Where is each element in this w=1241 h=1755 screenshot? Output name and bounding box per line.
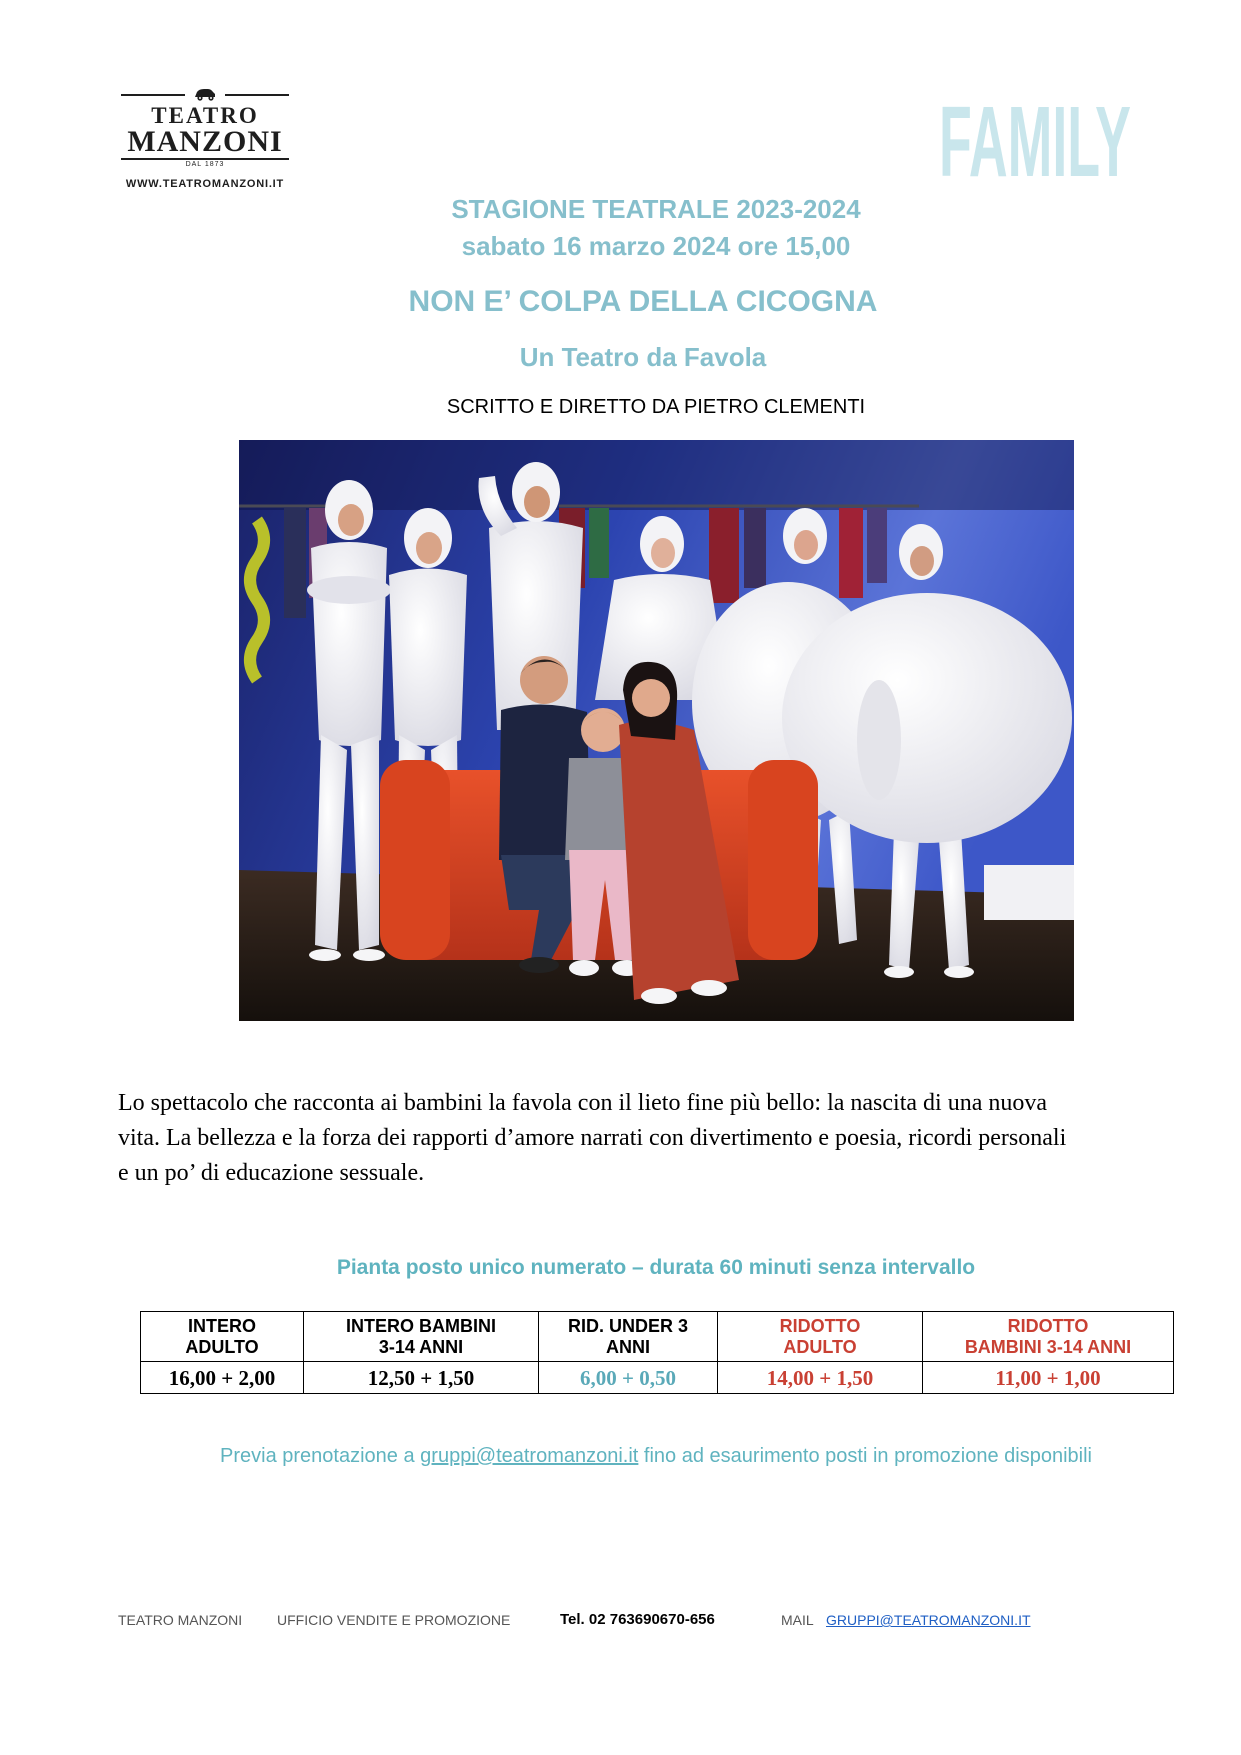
header-label-line: 3-14 ANNI	[378, 1336, 464, 1357]
logo-website: WWW.TEATROMANZONI.IT	[125, 178, 285, 190]
price-intero-bambini: 12,50 + 1,50	[304, 1362, 539, 1394]
header-intero-adulto	[141, 1312, 304, 1362]
logo-name-top: TEATRO	[151, 103, 259, 128]
footer-mail-link[interactable]: GRUPPI@TEATROMANZONI.IT	[826, 1612, 1031, 1628]
price-table	[140, 1311, 1174, 1394]
header-label-line: ADULTO	[185, 1336, 259, 1357]
price-intero-adulto: 16,00 + 2,00	[141, 1362, 304, 1394]
footer-organization: TEATRO MANZONI	[118, 1612, 243, 1628]
logo-top-rule-left	[121, 94, 185, 96]
header-label-line: RIDOTTO	[779, 1315, 861, 1336]
description-line-1: Lo spettacolo che racconta ai bambini la favola con il lieto fine più bello: la nascita di una nuova	[118, 1090, 1048, 1116]
show-description	[118, 1086, 1218, 1191]
header-label-line: ANNI	[606, 1336, 650, 1357]
header-label-line: RIDOTTO	[1007, 1315, 1089, 1336]
logo-since: DAL 1873	[185, 161, 225, 168]
header-label-line: BAMBINI 3-14 ANNI	[964, 1336, 1132, 1357]
footer-mail-label: MAIL	[781, 1612, 814, 1628]
season-heading: STAGIONE TEATRALE 2023-2024	[451, 194, 861, 224]
pricing-heading: Pianta posto unico numerato – durata 60 minuti senza intervallo	[336, 1256, 976, 1279]
footer-phone: Tel. 02 763690670-656	[560, 1611, 715, 1628]
header-label-line: INTERO	[187, 1315, 256, 1336]
header-ridotto-bambini	[923, 1312, 1174, 1362]
car-emblem-icon	[193, 86, 217, 102]
price-ridotto-bambini: 11,00 + 1,00	[923, 1362, 1174, 1394]
price-values-row	[141, 1362, 1174, 1394]
footer	[0, 1611, 1241, 1631]
price-ridotto-adulto: 14,00 + 1,50	[718, 1362, 923, 1394]
price-rid-under-3: 6,00 + 0,50	[539, 1362, 718, 1394]
header-ridotto-adulto	[718, 1312, 923, 1362]
logo-name-main: MANZONI	[127, 125, 283, 158]
header-label-line: ADULTO	[783, 1336, 857, 1357]
teatro-manzoni-logo	[121, 84, 289, 194]
booking-note	[100, 1444, 1212, 1468]
booking-email-link[interactable]: gruppi@teatromanzoni.it	[420, 1445, 639, 1467]
logo-bottom-rule	[121, 158, 289, 160]
booking-prefix: Previa prenotazione a	[220, 1445, 421, 1467]
footer-office: UFFICIO VENDITE E PROMOZIONE	[277, 1612, 511, 1628]
stage-photo-illustration	[239, 440, 1074, 1021]
show-date: sabato 16 marzo 2024 ore 15,00	[461, 231, 851, 261]
stage-photo	[239, 440, 1074, 1021]
header-rid-under-3	[539, 1312, 718, 1362]
company-name: Un Teatro da Favola	[519, 342, 767, 372]
header-intero-bambini	[304, 1312, 539, 1362]
price-header-row	[141, 1312, 1174, 1362]
show-title: NON E’ COLPA DELLA CICOGNA	[408, 285, 878, 318]
show-credits: SCRITTO E DIRETTO DA PIETRO CLEMENTI	[446, 396, 866, 418]
logo-top-rule-right	[225, 94, 289, 96]
header-label-line: RID. UNDER 3	[567, 1315, 688, 1336]
description-line-2: vita. La bellezza e la forza dei rapporti d’amore narrati con divertimento e poesia, ricordi personali	[118, 1125, 1067, 1151]
booking-suffix: fino ad esaurimento posti in promozione disponibili	[638, 1445, 1092, 1467]
family-badge-label: FAMILY	[939, 95, 1131, 185]
description-line-3: e un po’ di educazione sessuale.	[118, 1160, 425, 1186]
family-badge	[930, 95, 1140, 185]
header-label-line: INTERO BAMBINI	[346, 1315, 496, 1336]
